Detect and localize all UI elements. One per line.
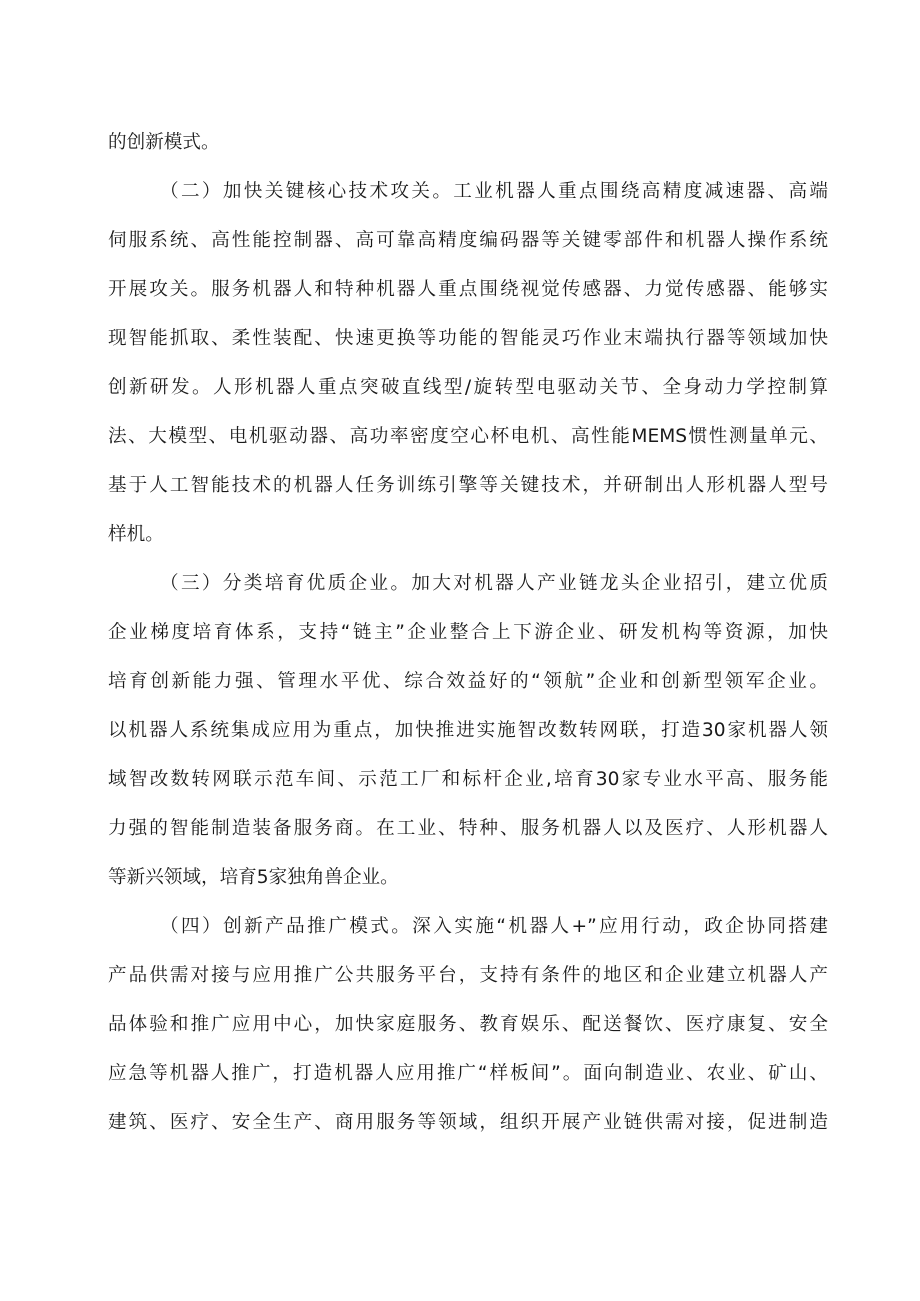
text-line: 企业梯度培育体系，支持“链主”企业整合上下游企业、研发机构等资源，加快	[108, 622, 828, 643]
text-line: 以机器人系统集成应用为重点，加快推进实施智改数转网联，打造30家机器人领	[108, 720, 828, 741]
text-line: 法、大模型、电机驱动器、高功率密度空心杯电机、高性能MEMS惯性测量单元、	[108, 426, 828, 447]
text-line: 伺服系统、高性能控制器、高可靠高精度编码器等关键零部件和机器人操作系统	[108, 230, 828, 251]
text-line: 等新兴领域，培育5家独角兽企业。	[108, 867, 399, 888]
text-line: 产品供需对接与应用推广公共服务平台，支持有条件的地区和企业建立机器人产	[108, 965, 828, 986]
text-line: 培育创新能力强、管理水平优、综合效益好的“领航”企业和创新型领军企业。	[108, 671, 828, 692]
text-line: 力强的智能制造装备服务商。在工业、特种、服务机器人以及医疗、人形机器人	[108, 818, 828, 839]
text-line: 品体验和推广应用中心，加快家庭服务、教育娱乐、配送餐饮、医疗康复、安全	[108, 1014, 828, 1035]
text-line: 开展攻关。服务机器人和特种机器人重点围绕视觉传感器、力觉传感器、能够实	[108, 279, 828, 300]
text-line: 建筑、医疗、安全生产、商用服务等领域，组织开展产业链供需对接，促进制造	[108, 1112, 828, 1133]
text-line: 创新研发。人形机器人重点突破直线型/旋转型电驱动关节、全身动力学控制算	[108, 377, 828, 398]
paragraph-heading-line: （二）加快关键核心技术攻关。工业机器人重点围绕高精度减速器、高端	[160, 181, 828, 202]
text-line: 现智能抓取、柔性装配、快速更换等功能的智能灵巧作业末端执行器等领域加快	[108, 328, 828, 349]
text-line: 样机。	[108, 524, 164, 545]
text-line: 基于人工智能技术的机器人任务训练引擎等关键技术，并研制出人形机器人型号	[108, 475, 828, 496]
text-line: 应急等机器人推广，打造机器人应用推广“样板间”。面向制造业、农业、矿山、	[108, 1063, 828, 1084]
text-line: 的创新模式。	[108, 132, 220, 153]
paragraph-heading-line: （三）分类培育优质企业。加大对机器人产业链龙头企业招引，建立优质	[160, 573, 828, 594]
text-line: 域智改数转网联示范车间、示范工厂和标杆企业,培育30家专业水平高、服务能	[108, 769, 828, 790]
paragraph-heading-line: （四）创新产品推广模式。深入实施“机器人+”应用行动，政企协同搭建	[160, 916, 828, 937]
